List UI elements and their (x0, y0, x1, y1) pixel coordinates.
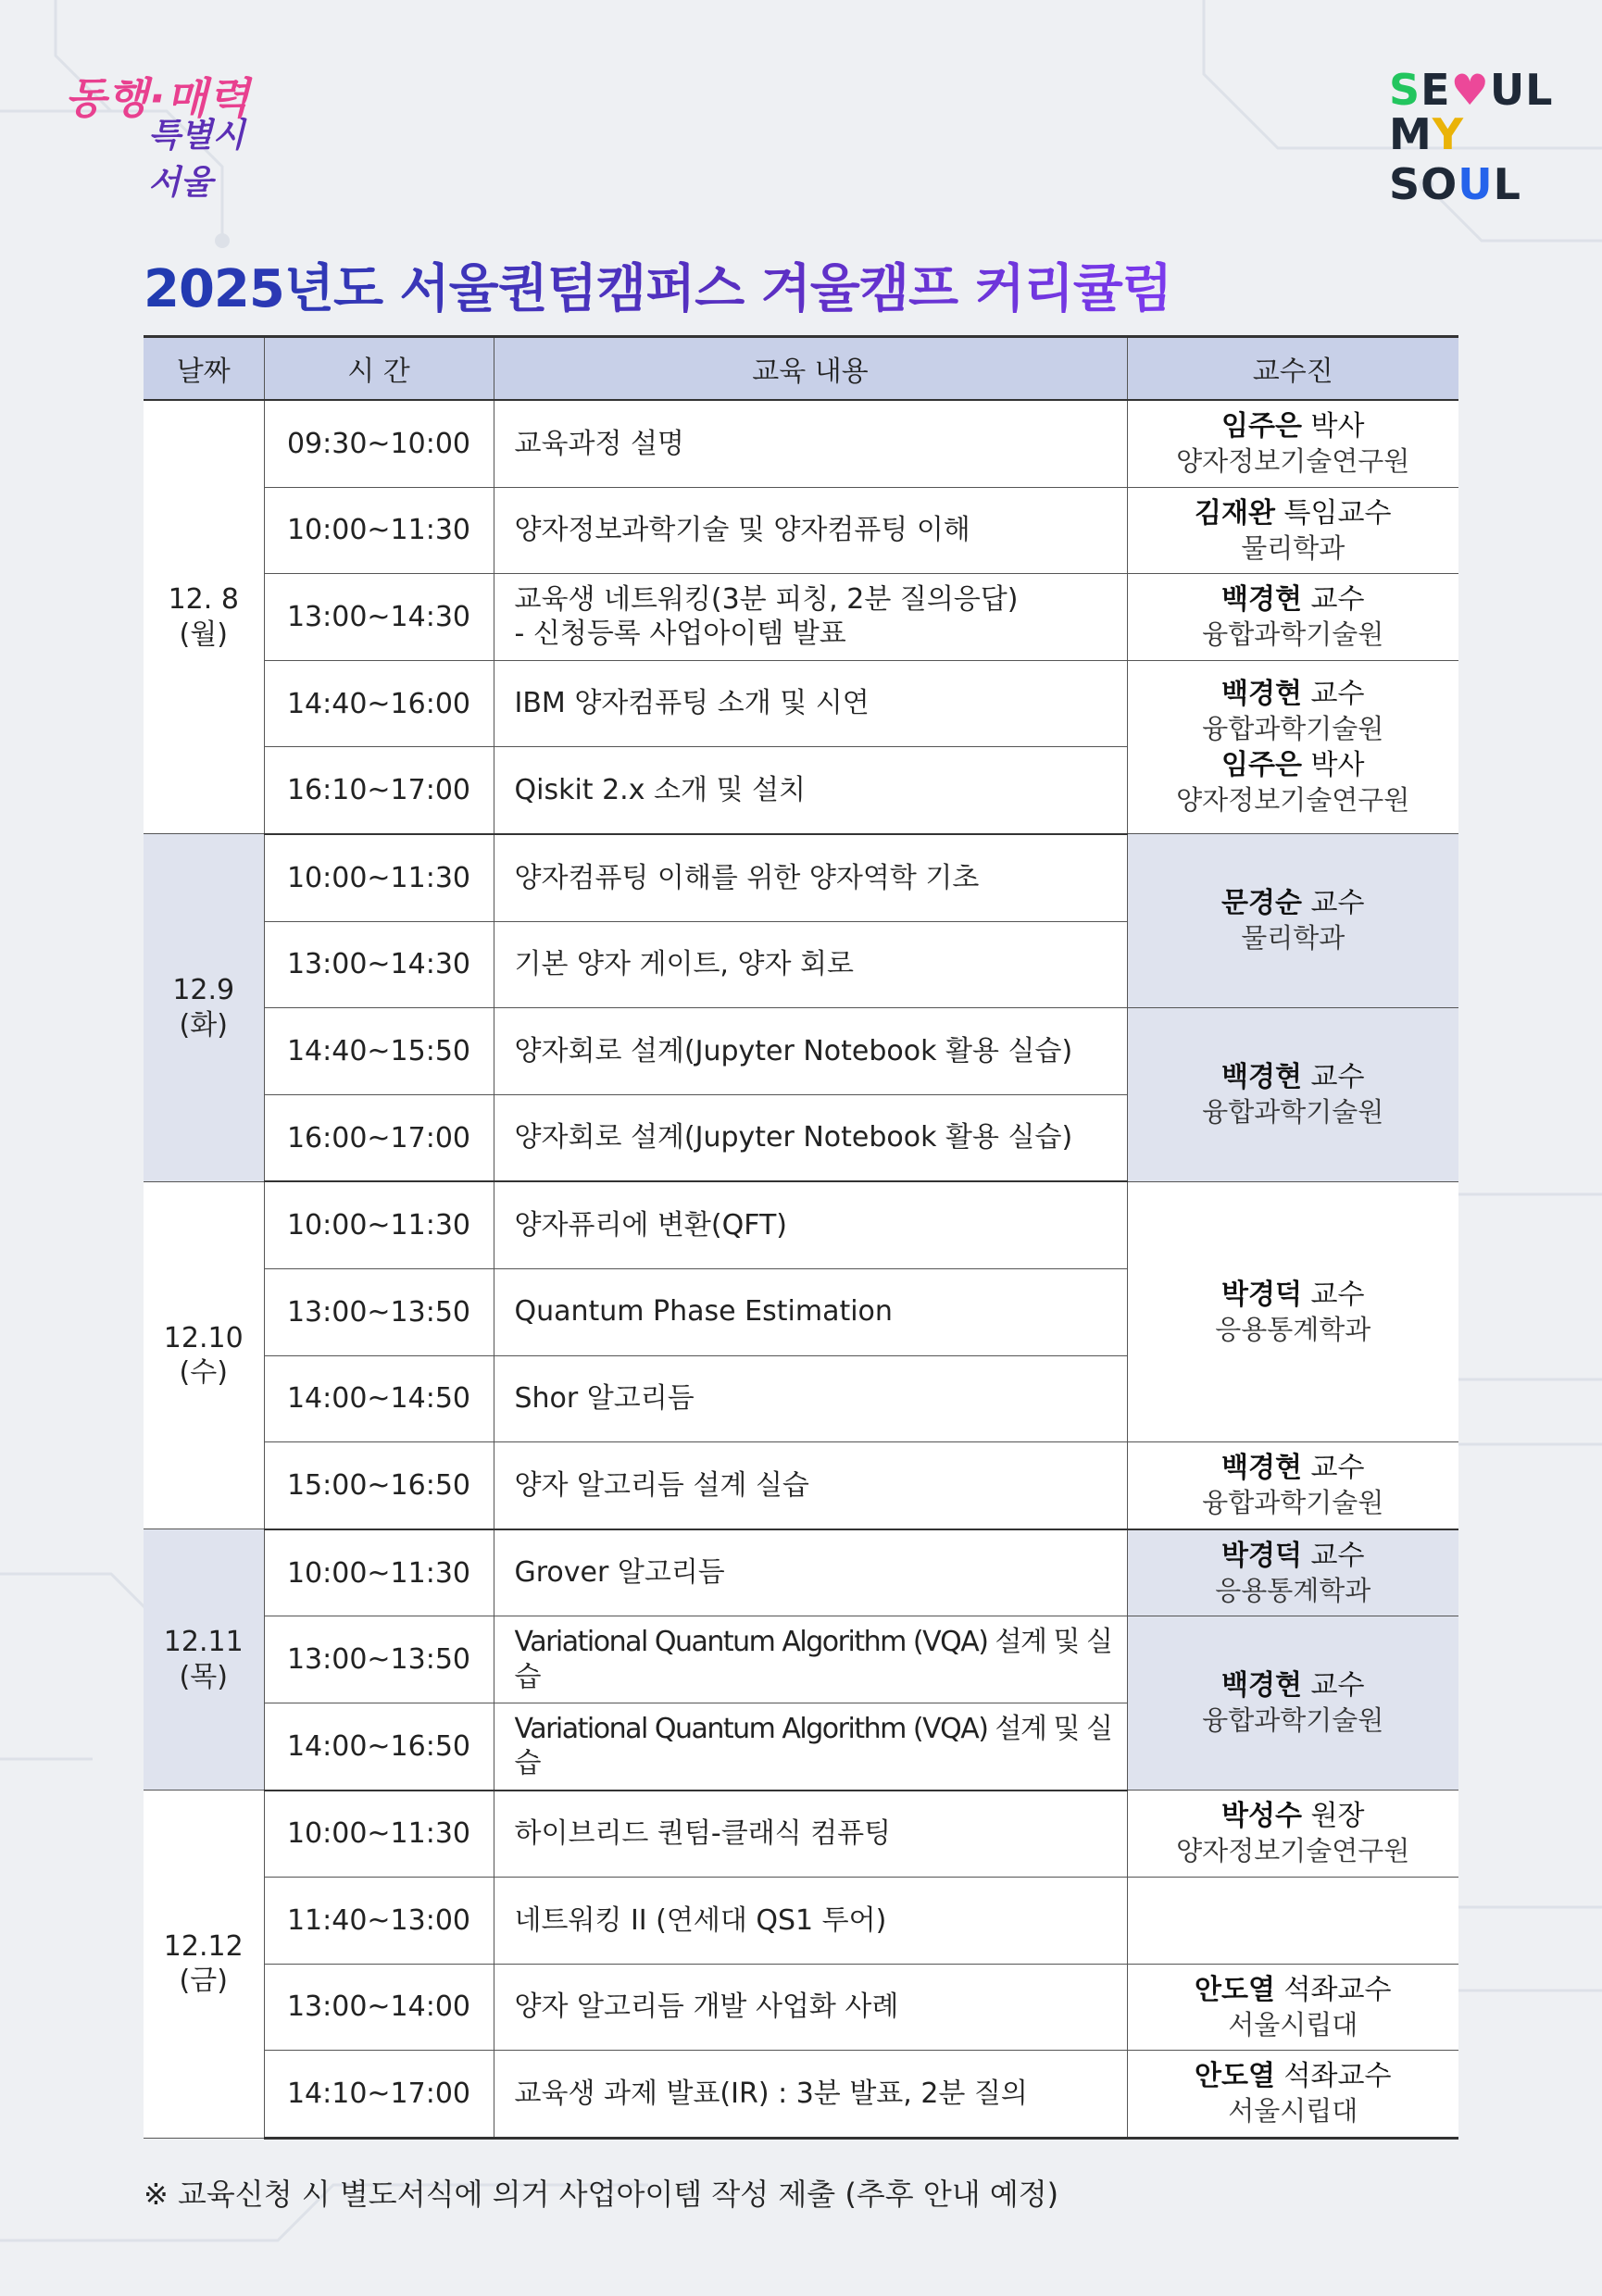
professor-title: 교수 (1310, 678, 1365, 711)
time-cell: 11:40~13:00 (264, 1878, 494, 1965)
content-cell: 양자회로 설계(Jupyter Notebook 활용 실습) (494, 1008, 1127, 1095)
time-cell: 13:00~14:30 (264, 921, 494, 1008)
professor-title: 교수 (1310, 1539, 1365, 1572)
professor-cell (1127, 487, 1458, 574)
professor-title: 박사 (1310, 749, 1365, 782)
professor-affiliation: 서울시립대 (1228, 2008, 1358, 2040)
professor-affiliation: 융합과학기술원 (1202, 1487, 1384, 1519)
weekday-text: (금) (179, 1965, 228, 1998)
professor-title: 교수 (1310, 1669, 1365, 1703)
time-cell: 13:00~13:50 (264, 1616, 494, 1703)
professor-cell (1127, 574, 1458, 661)
time-cell: 09:30~10:00 (264, 400, 494, 487)
table-row (144, 660, 1458, 747)
time-cell: 16:10~17:00 (264, 747, 494, 834)
date-cell (144, 400, 264, 834)
professor-affiliation: 양자정보기술연구원 (1176, 444, 1410, 477)
professor-cell-empty (1127, 1878, 1458, 1965)
professor-cell (1127, 1442, 1458, 1529)
time-cell: 14:40~16:00 (264, 660, 494, 747)
header-time: 시 간 (264, 337, 494, 401)
content-cell: Variational Quantum Algorithm (VQA) 설계 및 실습 (494, 1703, 1127, 1790)
logo-my-soul-text: MY SOUL (1389, 109, 1521, 209)
content-cell: 하이브리드 퀀텀-클래식 컴퓨팅 (494, 1791, 1127, 1878)
seoul-my-soul-logo (1389, 65, 1554, 209)
content-cell: 양자정보과학기술 및 양자컴퓨팅 이해 (494, 487, 1127, 574)
table-row (144, 1791, 1458, 1878)
professor-name: 백경현 (1221, 1061, 1302, 1094)
professor-affiliation: 응용통계학과 (1215, 1313, 1371, 1345)
time-cell: 10:00~11:30 (264, 1791, 494, 1878)
professor-title: 교수 (1310, 1061, 1365, 1094)
professor-affiliation: 융합과학기술원 (1202, 1096, 1384, 1129)
table-row (144, 1964, 1458, 2051)
header-professor: 교수진 (1127, 337, 1458, 401)
date-text: 12.9 (172, 974, 235, 1007)
curriculum-table (144, 335, 1458, 2140)
professor-affiliation: 물리학과 (1241, 531, 1345, 564)
time-cell: 14:40~15:50 (264, 1008, 494, 1095)
weekday-text: (수) (179, 1356, 228, 1390)
date-text: 12. 8 (168, 583, 239, 617)
table-row (144, 1529, 1458, 1616)
professor-name: 임주은 (1221, 409, 1302, 443)
content-cell: Qiskit 2.x 소개 및 설치 (494, 747, 1127, 834)
professor-title: 교수 (1310, 1278, 1365, 1311)
content-cell: 네트워킹 II (연세대 QS1 투어) (494, 1878, 1127, 1965)
time-cell: 10:00~11:30 (264, 1529, 494, 1616)
date-cell (144, 834, 264, 1181)
professor-name: 문경순 (1221, 887, 1302, 920)
content-cell: 교육생 과제 발표(IR) : 3분 발표, 2분 질의 (494, 2051, 1127, 2139)
content-cell: IBM 양자컴퓨팅 소개 및 시연 (494, 660, 1127, 747)
professor-affiliation: 물리학과 (1241, 922, 1345, 955)
table-row (144, 400, 1458, 487)
professor-affiliation: 양자정보기술연구원 (1176, 1835, 1410, 1867)
professor-name: 백경현 (1221, 1669, 1302, 1703)
professor-cell (1127, 2051, 1458, 2139)
professor-title: 석좌교수 (1283, 2060, 1392, 2093)
date-text: 12.10 (163, 1321, 244, 1354)
professor-affiliation: 융합과학기술원 (1202, 1704, 1384, 1737)
footnote: ※ 교육신청 시 별도서식에 의거 사업아이템 작성 제출 (추후 안내 예정) (144, 2177, 1059, 2212)
weekday-text: (월) (179, 618, 228, 651)
date-text: 12.11 (163, 1626, 244, 1659)
professor-cell (1127, 1964, 1458, 2051)
professor-cell (1127, 1008, 1458, 1182)
content-cell: 기본 양자 게이트, 양자 회로 (494, 921, 1127, 1008)
logo-seoul-text: SE♥UL (1389, 65, 1554, 115)
professor-name: 박경덕 (1221, 1278, 1302, 1311)
professor-name: 백경현 (1221, 1452, 1302, 1485)
professor-cell (1127, 1616, 1458, 1791)
content-cell: 양자 알고리듬 설계 실습 (494, 1442, 1127, 1529)
time-cell: 15:00~16:50 (264, 1442, 494, 1529)
professor-cell (1127, 1791, 1458, 1878)
table-row (144, 487, 1458, 574)
professor-name: 김재완 (1195, 496, 1275, 530)
table-row (144, 1181, 1458, 1268)
weekday-text: (목) (179, 1660, 228, 1693)
page-title: 2025년도 서울퀀텀캠퍼스 겨울캠프 커리큘럼 (144, 248, 1171, 322)
professor-title: 석좌교수 (1283, 1973, 1392, 2006)
time-cell: 10:00~11:30 (264, 834, 494, 921)
professor-cell (1127, 834, 1458, 1008)
professor-affiliation: 서울시립대 (1228, 2095, 1358, 2128)
time-cell: 13:00~14:30 (264, 574, 494, 661)
professor-cell (1127, 660, 1458, 834)
weekday-text: (화) (179, 1008, 228, 1042)
date-cell (144, 1181, 264, 1529)
table-row (144, 834, 1458, 921)
time-cell: 14:10~17:00 (264, 2051, 494, 2139)
professor-title: 교수 (1310, 887, 1365, 920)
seoul-slogan-logo (65, 65, 287, 202)
content-cell: 양자컴퓨팅 이해를 위한 양자역학 기초 (494, 834, 1127, 921)
time-cell: 13:00~13:50 (264, 1268, 494, 1355)
time-cell: 16:00~17:00 (264, 1094, 494, 1181)
time-cell: 13:00~14:00 (264, 1964, 494, 2051)
time-cell: 14:00~14:50 (264, 1355, 494, 1442)
professor-affiliation: 응용통계학과 (1215, 1574, 1371, 1606)
content-line: 교육생 네트워킹(3분 피칭, 2분 질의응답) (514, 582, 1019, 616)
logo-line-1: 동행·매력 (65, 73, 251, 123)
professor-name: 백경현 (1221, 678, 1302, 711)
header-content: 교육 내용 (494, 337, 1127, 401)
professor-name: 안도열 (1195, 2060, 1275, 2093)
content-cell: 양자회로 설계(Jupyter Notebook 활용 실습) (494, 1094, 1127, 1181)
professor-affiliation: 융합과학기술원 (1202, 713, 1384, 745)
content-cell: Grover 알고리듬 (494, 1529, 1127, 1616)
table-row (144, 1878, 1458, 1965)
professor-title: 원장 (1310, 1800, 1365, 1833)
content-cell: 양자퓨리에 변환(QFT) (494, 1181, 1127, 1268)
table-row (144, 1008, 1458, 1095)
content-cell (494, 574, 1127, 661)
logo-line-2: 특별시 서울 (148, 117, 245, 202)
table-row (144, 2051, 1458, 2139)
professor-name: 박성수 (1221, 1800, 1302, 1833)
content-cell: Variational Quantum Algorithm (VQA) 설계 및 실습 (494, 1616, 1127, 1703)
table-row (144, 1616, 1458, 1703)
date-text: 12.12 (163, 1929, 244, 1963)
professor-name: 백경현 (1221, 583, 1302, 617)
content-line: - 신청등록 사업아이템 발표 (514, 618, 846, 651)
professor-title: 박사 (1310, 409, 1365, 443)
content-cell: Quantum Phase Estimation (494, 1268, 1127, 1355)
professor-name: 박경덕 (1221, 1539, 1302, 1572)
professor-cell (1127, 1529, 1458, 1616)
time-cell: 10:00~11:30 (264, 487, 494, 574)
table-row (144, 574, 1458, 661)
professor-title: 교수 (1310, 1452, 1365, 1485)
time-cell: 10:00~11:30 (264, 1181, 494, 1268)
date-cell (144, 1791, 264, 2139)
table-header-row (144, 337, 1458, 401)
time-cell: 14:00~16:50 (264, 1703, 494, 1790)
professor-affiliation: 양자정보기술연구원 (1176, 784, 1410, 817)
professor-name: 임주은 (1221, 749, 1302, 782)
header-date: 날짜 (144, 337, 264, 401)
content-cell: Shor 알고리듬 (494, 1355, 1127, 1442)
date-cell (144, 1529, 264, 1791)
content-cell: 교육과정 설명 (494, 400, 1127, 487)
professor-affiliation: 융합과학기술원 (1202, 618, 1384, 651)
professor-name: 안도열 (1195, 1973, 1275, 2006)
professor-cell (1127, 1181, 1458, 1441)
professor-title: 특임교수 (1283, 496, 1392, 530)
table-row (144, 1442, 1458, 1529)
professor-title: 교수 (1310, 583, 1365, 617)
content-cell: 양자 알고리듬 개발 사업화 사례 (494, 1964, 1127, 2051)
professor-cell (1127, 400, 1458, 487)
